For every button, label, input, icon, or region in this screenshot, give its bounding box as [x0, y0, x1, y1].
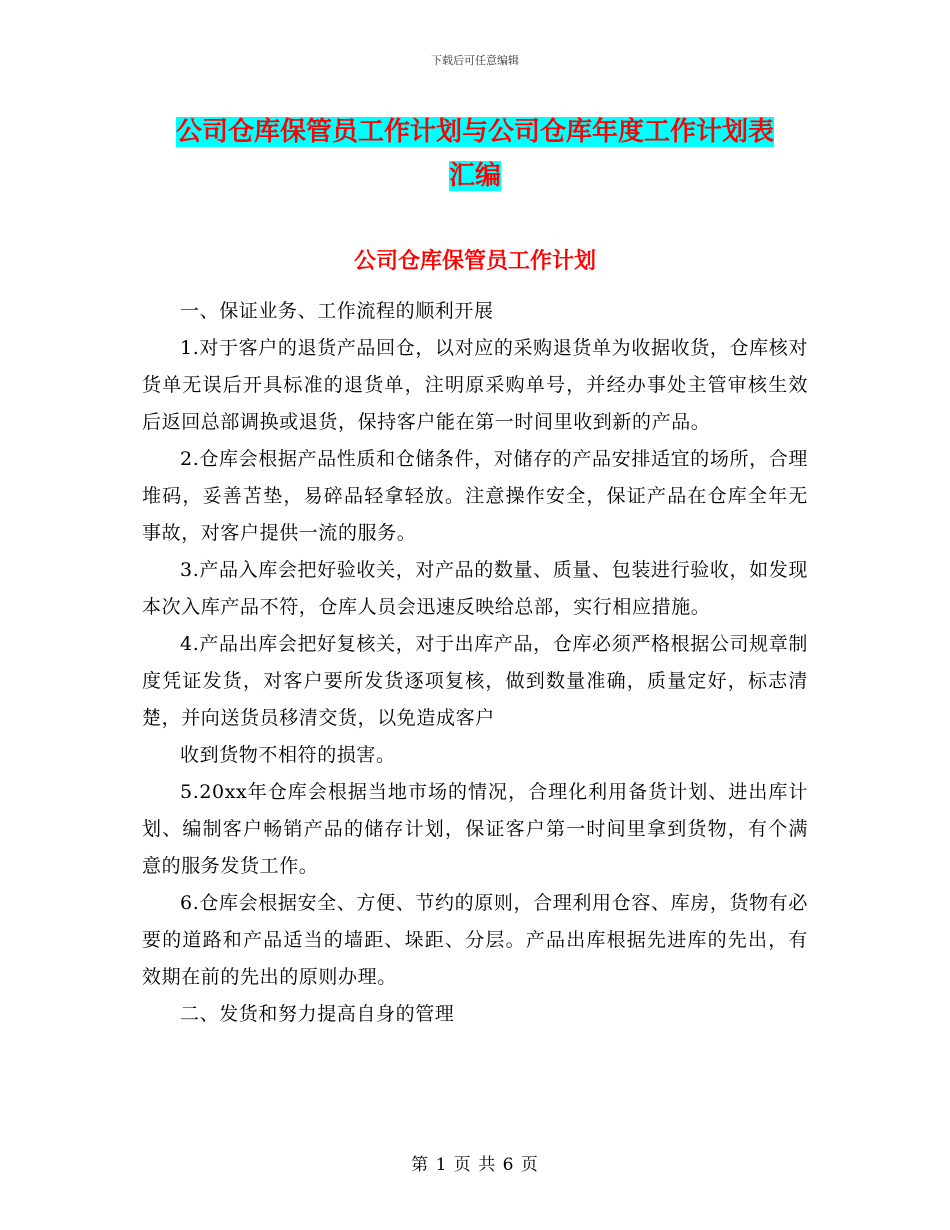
paragraph: 2.仓库会根据产品性质和仓储条件，对储存的产品安排适宜的场所，合理堆码，妥善苫垫，易碎品轻拿轻放。注意操作安全，保证产品在仓库全年无事故，对客户提供一流的服务。 — [142, 448, 808, 544]
paragraph: 3.产品入库会把好验收关，对产品的数量、质量、包装进行验收，如发现本次入库产品不符，仓库人员会迅速反映给总部，实行相应措施。 — [142, 559, 808, 618]
page-number-footer: 第 1 页 共 6 页 — [411, 1155, 539, 1175]
paragraph-heading-2: 二、发货和努力提高自身的管理 — [180, 1003, 455, 1025]
header-note: 下载后可任意编辑 — [431, 54, 519, 67]
paragraph: 5.20xx年仓库会根据当地市场的情况，合理化利用备货计划、进出库计划、编制客户畅销产品的储存计划，保证客户第一时间里拿到货物，有个满意的服务发货工作。 — [142, 781, 808, 877]
paragraph: 6.仓库会根据安全、方便、节约的原则，合理利用仓容、库房，货物有必要的道路和产品适当的墙距、垛距、分层。产品出库根据先进库的先出，有效期在前的先出的原则办理。 — [142, 892, 808, 988]
paragraph: 收到货物不相符的损害。 — [180, 744, 396, 766]
document-body — [142, 293, 808, 1033]
paragraph: 4.产品出库会把好复核关，对于出库产品，仓库必须严格根据公司规章制度凭证发货，对客户要所发货逐项复核，做到数量准确，质量定好，标志清楚，并向送货员移清交货，以免造成客户 — [142, 633, 808, 729]
document-title-line-2: 汇编 — [448, 161, 501, 191]
document-title-line-1: 公司仓库保管员工作计划与公司仓库年度工作计划表 — [175, 117, 774, 147]
document-title — [150, 110, 800, 198]
section-title: 公司仓库保管员工作计划 — [353, 249, 596, 274]
paragraph: 1.对于客户的退货产品回仓，以对应的采购退货单为收据收货，仓库核对货单无误后开具标准的退货单，注明原采购单号，并经办事处主管审核生效后返回总部调换或退货，保持客户能在第一时间里收到新的产品。 — [142, 337, 808, 433]
paragraph-heading-1: 一、保证业务、工作流程的顺利开展 — [180, 300, 494, 322]
